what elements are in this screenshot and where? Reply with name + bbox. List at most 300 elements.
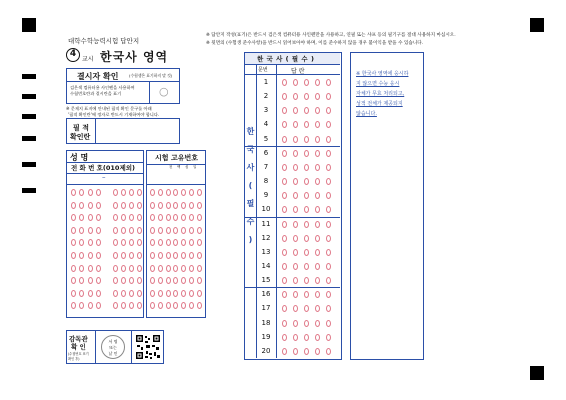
absence-mark[interactable]: ○: [159, 85, 169, 98]
digit-bubble[interactable]: [79, 214, 84, 221]
digit-bubble[interactable]: [181, 189, 186, 196]
digit-bubble[interactable]: [166, 214, 171, 221]
answer-bubble[interactable]: [304, 235, 309, 242]
qr-code: [135, 334, 161, 360]
answer-bubble[interactable]: [315, 235, 320, 242]
digit-bubble[interactable]: [88, 290, 93, 297]
answer-bubble[interactable]: [315, 334, 320, 341]
answer-bubble[interactable]: [293, 164, 298, 171]
digit-bubble[interactable]: [71, 202, 76, 209]
answer-bubble[interactable]: [304, 305, 309, 312]
digit-bubble[interactable]: [121, 202, 126, 209]
digit-bubble[interactable]: [166, 265, 171, 272]
answer-bubble[interactable]: [282, 235, 287, 242]
side-label-char: 사: [246, 163, 255, 172]
answer-bubble[interactable]: [326, 291, 331, 298]
digit-bubble[interactable]: [173, 189, 178, 196]
answer-bubble[interactable]: [293, 107, 298, 114]
answer-bubble[interactable]: [326, 192, 331, 199]
answer-bubble[interactable]: [326, 305, 331, 312]
seal-text-1: 서 명: [108, 339, 118, 344]
digit-bubble[interactable]: [189, 302, 194, 309]
digit-bubble[interactable]: [129, 214, 134, 221]
answer-bubble[interactable]: [293, 291, 298, 298]
answer-bubble[interactable]: [293, 249, 298, 256]
question-number: 20: [261, 346, 271, 355]
digit-bubble[interactable]: [166, 239, 171, 246]
digit-bubble[interactable]: [166, 202, 171, 209]
answer-sheet-title: 한 국 사 ( 필 수 ): [257, 55, 315, 63]
answer-bubble[interactable]: [326, 164, 331, 171]
digit-bubble[interactable]: [121, 265, 126, 272]
digit-bubble[interactable]: [71, 265, 76, 272]
answer-bubble[interactable]: [282, 178, 287, 185]
answer-bubble[interactable]: [315, 136, 320, 143]
exam-title: 대학수학능력시험 답안지: [68, 37, 140, 45]
timing-mark: [22, 188, 36, 193]
question-number: 12: [261, 233, 271, 242]
digit-bubble[interactable]: [96, 227, 101, 234]
digit-bubble[interactable]: [158, 290, 163, 297]
question-number: 8: [263, 177, 269, 186]
digit-bubble[interactable]: [71, 277, 76, 284]
answer-bubble[interactable]: [282, 136, 287, 143]
answer-bubble[interactable]: [304, 150, 309, 157]
handwriting-input[interactable]: [97, 121, 177, 141]
answer-bubble[interactable]: [304, 206, 309, 213]
digit-bubble[interactable]: [150, 302, 155, 309]
digit-bubble[interactable]: [113, 227, 118, 234]
digit-bubble[interactable]: [129, 277, 134, 284]
answer-bubble[interactable]: [282, 121, 287, 128]
digit-bubble[interactable]: [197, 227, 202, 234]
answer-bubble[interactable]: [326, 150, 331, 157]
group-divider: [245, 217, 340, 218]
timing-mark: [22, 136, 36, 141]
digit-bubble[interactable]: [173, 252, 178, 259]
digit-bubble[interactable]: [88, 277, 93, 284]
digit-bubble[interactable]: [88, 239, 93, 246]
digit-bubble[interactable]: [173, 214, 178, 221]
side-note-line: ※ 한국사 영역에 응시하: [356, 71, 409, 77]
digit-bubble[interactable]: [88, 302, 93, 309]
answer-bubble[interactable]: [326, 348, 331, 355]
digit-bubble[interactable]: [197, 189, 202, 196]
answer-bubble[interactable]: [304, 93, 309, 100]
digit-bubble[interactable]: [173, 290, 178, 297]
digit-bubble[interactable]: [113, 252, 118, 259]
side-label-char: 필: [246, 199, 255, 208]
answer-bubble[interactable]: [282, 320, 287, 327]
col-question-header: 문번: [258, 67, 268, 73]
digit-bubble[interactable]: [129, 252, 134, 259]
answer-bubble[interactable]: [293, 348, 298, 355]
digit-bubble[interactable]: [197, 239, 202, 246]
answer-bubble[interactable]: [304, 334, 309, 341]
digit-bubble[interactable]: [150, 189, 155, 196]
digit-bubble[interactable]: [166, 290, 171, 297]
answer-bubble[interactable]: [304, 107, 309, 114]
digit-bubble[interactable]: [113, 239, 118, 246]
answer-bubble[interactable]: [304, 79, 309, 86]
answer-bubble[interactable]: [315, 291, 320, 298]
side-note-line: 않습니다.: [356, 111, 377, 117]
answer-bubble[interactable]: [315, 93, 320, 100]
answer-bubble[interactable]: [293, 334, 298, 341]
answer-bubble[interactable]: [293, 136, 298, 143]
digit-bubble[interactable]: [113, 189, 118, 196]
side-note-box: [350, 52, 424, 360]
timing-mark: [22, 74, 36, 79]
answer-bubble[interactable]: [315, 221, 320, 228]
answer-bubble[interactable]: [282, 107, 287, 114]
answer-bubble[interactable]: [326, 263, 331, 270]
side-note-line: 성적 전체가 제공되지: [356, 101, 403, 107]
answer-bubble[interactable]: [293, 305, 298, 312]
phone-dash: –: [102, 173, 106, 181]
digit-bubble[interactable]: [181, 290, 186, 297]
digit-bubble[interactable]: [189, 189, 194, 196]
digit-bubble[interactable]: [79, 189, 84, 196]
digit-bubble[interactable]: [79, 239, 84, 246]
answer-bubble[interactable]: [293, 277, 298, 284]
answer-bubble[interactable]: [326, 206, 331, 213]
answer-bubble[interactable]: [304, 164, 309, 171]
digit-bubble[interactable]: [129, 202, 134, 209]
digit-bubble[interactable]: [189, 290, 194, 297]
digit-bubble[interactable]: [88, 252, 93, 259]
digit-bubble[interactable]: [197, 214, 202, 221]
digit-bubble[interactable]: [129, 302, 134, 309]
digit-bubble[interactable]: [88, 214, 93, 221]
answer-bubble[interactable]: [304, 249, 309, 256]
digit-bubble[interactable]: [150, 239, 155, 246]
digit-bubble[interactable]: [158, 277, 163, 284]
digit-bubble[interactable]: [181, 202, 186, 209]
answer-bubble[interactable]: [326, 235, 331, 242]
digit-bubble[interactable]: [121, 189, 126, 196]
digit-bubble[interactable]: [181, 265, 186, 272]
digit-bubble[interactable]: [79, 290, 84, 297]
digit-bubble[interactable]: [137, 290, 142, 297]
answer-bubble[interactable]: [315, 121, 320, 128]
digit-bubble[interactable]: [150, 252, 155, 259]
answer-bubble[interactable]: [282, 263, 287, 270]
digit-bubble[interactable]: [173, 227, 178, 234]
digit-bubble[interactable]: [129, 265, 134, 272]
name-label: 성 명: [70, 153, 89, 162]
notice-2: ※ 뒷면의 (수험생 준수사항)을 반드시 읽어보아야 하며, 이를 준수하지 않을 경우 불이익을 받을 수 있습니다.: [206, 41, 424, 46]
answer-bubble[interactable]: [282, 291, 287, 298]
answer-bubble[interactable]: [315, 150, 320, 157]
digit-bubble[interactable]: [189, 265, 194, 272]
digit-bubble[interactable]: [166, 252, 171, 259]
digit-bubble[interactable]: [113, 202, 118, 209]
answer-bubble[interactable]: [326, 277, 331, 284]
digit-bubble[interactable]: [79, 265, 84, 272]
digit-bubble[interactable]: [79, 227, 84, 234]
absence-body-2: 수험번호란과 결시란을 표기: [70, 91, 122, 96]
digit-bubble[interactable]: [79, 202, 84, 209]
digit-bubble[interactable]: [129, 227, 134, 234]
answer-bubble[interactable]: [282, 192, 287, 199]
digit-bubble[interactable]: [181, 277, 186, 284]
digit-bubble[interactable]: [96, 189, 101, 196]
digit-bubble[interactable]: [88, 189, 93, 196]
side-note-line: 지 않으면 수능 응시: [356, 81, 400, 87]
digit-bubble[interactable]: [137, 202, 142, 209]
answer-bubble[interactable]: [282, 249, 287, 256]
digit-bubble[interactable]: [71, 214, 76, 221]
digit-bubble[interactable]: [88, 202, 93, 209]
seal-text-2: 또는: [109, 345, 117, 350]
answer-bubble[interactable]: [293, 263, 298, 270]
answer-bubble[interactable]: [293, 93, 298, 100]
question-number: 13: [261, 247, 271, 256]
answer-bubble[interactable]: [315, 192, 320, 199]
timing-mark: [22, 114, 36, 119]
digit-bubble[interactable]: [158, 239, 163, 246]
digit-bubble[interactable]: [158, 227, 163, 234]
answer-bubble[interactable]: [293, 121, 298, 128]
digit-bubble[interactable]: [137, 252, 142, 259]
digit-bubble[interactable]: [137, 214, 142, 221]
digit-bubble[interactable]: [113, 290, 118, 297]
digit-bubble[interactable]: [189, 277, 194, 284]
digit-bubble[interactable]: [181, 227, 186, 234]
answer-bubble[interactable]: [326, 136, 331, 143]
digit-bubble[interactable]: [137, 302, 142, 309]
registration-mark-top-left: [22, 18, 36, 32]
answer-bubble[interactable]: [282, 305, 287, 312]
side-note: [356, 69, 408, 119]
answer-bubble[interactable]: [304, 277, 309, 284]
absence-check-box: [66, 68, 180, 104]
digit-bubble[interactable]: [71, 252, 76, 259]
digit-bubble[interactable]: [71, 290, 76, 297]
question-number: 2: [263, 92, 269, 101]
answer-bubble[interactable]: [326, 334, 331, 341]
digit-bubble[interactable]: [96, 252, 101, 259]
digit-bubble[interactable]: [88, 265, 93, 272]
digit-bubble[interactable]: [158, 252, 163, 259]
answer-bubble[interactable]: [282, 164, 287, 171]
answer-bubble[interactable]: [315, 178, 320, 185]
answer-bubble[interactable]: [304, 348, 309, 355]
answer-bubble[interactable]: [326, 79, 331, 86]
digit-bubble[interactable]: [173, 239, 178, 246]
digit-bubble[interactable]: [150, 202, 155, 209]
answer-bubble[interactable]: [326, 178, 331, 185]
digit-bubble[interactable]: [197, 302, 202, 309]
digit-bubble[interactable]: [173, 265, 178, 272]
answer-bubble[interactable]: [304, 291, 309, 298]
answer-bubble[interactable]: [293, 235, 298, 242]
answer-bubble[interactable]: [304, 121, 309, 128]
digit-bubble[interactable]: [121, 252, 126, 259]
digit-bubble[interactable]: [137, 277, 142, 284]
answer-bubble[interactable]: [326, 121, 331, 128]
answer-bubble[interactable]: [304, 320, 309, 327]
digit-bubble[interactable]: [158, 189, 163, 196]
digit-bubble[interactable]: [113, 214, 118, 221]
digit-bubble[interactable]: [79, 252, 84, 259]
digit-bubble[interactable]: [137, 227, 142, 234]
answer-bubble[interactable]: [315, 305, 320, 312]
digit-bubble[interactable]: [96, 214, 101, 221]
period-label: 교시: [82, 56, 94, 63]
answer-bubble[interactable]: [282, 150, 287, 157]
answer-bubble[interactable]: [282, 79, 287, 86]
answer-bubble[interactable]: [282, 277, 287, 284]
digit-bubble[interactable]: [113, 265, 118, 272]
digit-bubble[interactable]: [173, 302, 178, 309]
supervisor-box: [66, 330, 164, 364]
answer-bubble[interactable]: [282, 206, 287, 213]
exam-id-bubble-grid[interactable]: [147, 185, 205, 317]
digit-bubble[interactable]: [166, 227, 171, 234]
digit-bubble[interactable]: [197, 290, 202, 297]
answer-bubble[interactable]: [304, 178, 309, 185]
name-phone-box: [66, 150, 144, 318]
question-number: 16: [261, 290, 271, 299]
answer-bubble[interactable]: [315, 277, 320, 284]
answer-bubble[interactable]: [293, 192, 298, 199]
digit-bubble[interactable]: [189, 227, 194, 234]
answer-bubble[interactable]: [315, 206, 320, 213]
digit-bubble[interactable]: [137, 239, 142, 246]
digit-bubble[interactable]: [113, 277, 118, 284]
digit-bubble[interactable]: [129, 189, 134, 196]
answer-bubble[interactable]: [293, 320, 298, 327]
digit-bubble[interactable]: [150, 277, 155, 284]
answer-bubble[interactable]: [315, 263, 320, 270]
answer-bubble[interactable]: [293, 221, 298, 228]
digit-bubble[interactable]: [121, 290, 126, 297]
digit-bubble[interactable]: [96, 277, 101, 284]
phone-bubble-grid[interactable]: [67, 185, 143, 317]
digit-bubble[interactable]: [166, 277, 171, 284]
answer-bubble[interactable]: [326, 221, 331, 228]
digit-bubble[interactable]: [158, 202, 163, 209]
digit-bubble[interactable]: [173, 277, 178, 284]
digit-bubble[interactable]: [71, 239, 76, 246]
supervisor-label-2: 확 인: [71, 343, 86, 351]
digit-bubble[interactable]: [189, 252, 194, 259]
answer-bubble[interactable]: [326, 93, 331, 100]
digit-bubble[interactable]: [96, 302, 101, 309]
digit-bubble[interactable]: [96, 239, 101, 246]
answer-bubble[interactable]: [293, 206, 298, 213]
answer-bubble[interactable]: [282, 334, 287, 341]
absence-title: 결시자 확인: [77, 72, 119, 81]
digit-bubble[interactable]: [197, 265, 202, 272]
timing-mark: [22, 162, 36, 167]
digit-bubble[interactable]: [79, 302, 84, 309]
digit-bubble[interactable]: [197, 202, 202, 209]
digit-bubble[interactable]: [121, 277, 126, 284]
handwriting-note-1: ※ 문제지 표지에 안내된 필적 확인 문구를 아래: [66, 106, 152, 111]
digit-bubble[interactable]: [121, 227, 126, 234]
subject-title: 한국사 영역: [100, 50, 169, 64]
answer-bubble[interactable]: [304, 192, 309, 199]
digit-bubble[interactable]: [129, 290, 134, 297]
answer-bubble[interactable]: [304, 136, 309, 143]
question-number: 5: [263, 134, 269, 143]
digit-bubble[interactable]: [158, 302, 163, 309]
notice-1: ※ 답안지 작성(표기)은 반드시 검은색 컴퓨터용 사인펜만을 사용하고, 연필 또는 샤프 등의 필기구를 절대 사용하지 마십시오.: [206, 33, 456, 38]
answer-bubble[interactable]: [315, 320, 320, 327]
answer-bubble[interactable]: [315, 79, 320, 86]
col-answer-header: 답 란: [291, 68, 305, 75]
digit-bubble[interactable]: [158, 214, 163, 221]
digit-bubble[interactable]: [121, 302, 126, 309]
digit-bubble[interactable]: [71, 227, 76, 234]
exam-id-sub-2: 십: [185, 165, 189, 169]
digit-bubble[interactable]: [181, 252, 186, 259]
digit-bubble[interactable]: [137, 265, 142, 272]
digit-bubble[interactable]: [71, 189, 76, 196]
answer-bubble[interactable]: [326, 249, 331, 256]
answer-bubble[interactable]: [304, 263, 309, 270]
digit-bubble[interactable]: [121, 239, 126, 246]
digit-bubble[interactable]: [166, 302, 171, 309]
supervisor-note: (수험번호 표기 확인 후): [68, 352, 89, 361]
answer-bubble[interactable]: [293, 79, 298, 86]
digit-bubble[interactable]: [79, 277, 84, 284]
digit-bubble[interactable]: [197, 277, 202, 284]
answer-bubble[interactable]: [282, 348, 287, 355]
digit-bubble[interactable]: [150, 214, 155, 221]
digit-bubble[interactable]: [129, 239, 134, 246]
digit-bubble[interactable]: [96, 202, 101, 209]
digit-bubble[interactable]: [197, 252, 202, 259]
answer-bubble[interactable]: [315, 249, 320, 256]
digit-bubble[interactable]: [150, 290, 155, 297]
answer-bubble[interactable]: [326, 107, 331, 114]
digit-bubble[interactable]: [150, 265, 155, 272]
answer-bubble[interactable]: [282, 93, 287, 100]
digit-bubble[interactable]: [71, 302, 76, 309]
digit-bubble[interactable]: [88, 227, 93, 234]
answer-bubble[interactable]: [293, 178, 298, 185]
digit-bubble[interactable]: [181, 239, 186, 246]
digit-bubble[interactable]: [150, 227, 155, 234]
digit-bubble[interactable]: [181, 214, 186, 221]
digit-bubble[interactable]: [96, 290, 101, 297]
digit-bubble[interactable]: [173, 202, 178, 209]
answer-bubble[interactable]: [304, 221, 309, 228]
answer-bubble[interactable]: [293, 150, 298, 157]
digit-bubble[interactable]: [166, 189, 171, 196]
answer-bubble[interactable]: [326, 320, 331, 327]
answer-bubble[interactable]: [315, 164, 320, 171]
digit-bubble[interactable]: [181, 302, 186, 309]
digit-bubble[interactable]: [113, 302, 118, 309]
seal-oval[interactable]: [101, 335, 125, 359]
answer-bubble[interactable]: [315, 348, 320, 355]
digit-bubble[interactable]: [121, 214, 126, 221]
digit-bubble[interactable]: [137, 189, 142, 196]
handwriting-label-2: 확인란: [70, 133, 91, 141]
digit-bubble[interactable]: [96, 265, 101, 272]
answer-bubble[interactable]: [315, 107, 320, 114]
answer-bubble[interactable]: [282, 221, 287, 228]
digit-bubble[interactable]: [189, 214, 194, 221]
digit-bubble[interactable]: [189, 239, 194, 246]
digit-bubble[interactable]: [158, 265, 163, 272]
digit-bubble[interactable]: [189, 202, 194, 209]
